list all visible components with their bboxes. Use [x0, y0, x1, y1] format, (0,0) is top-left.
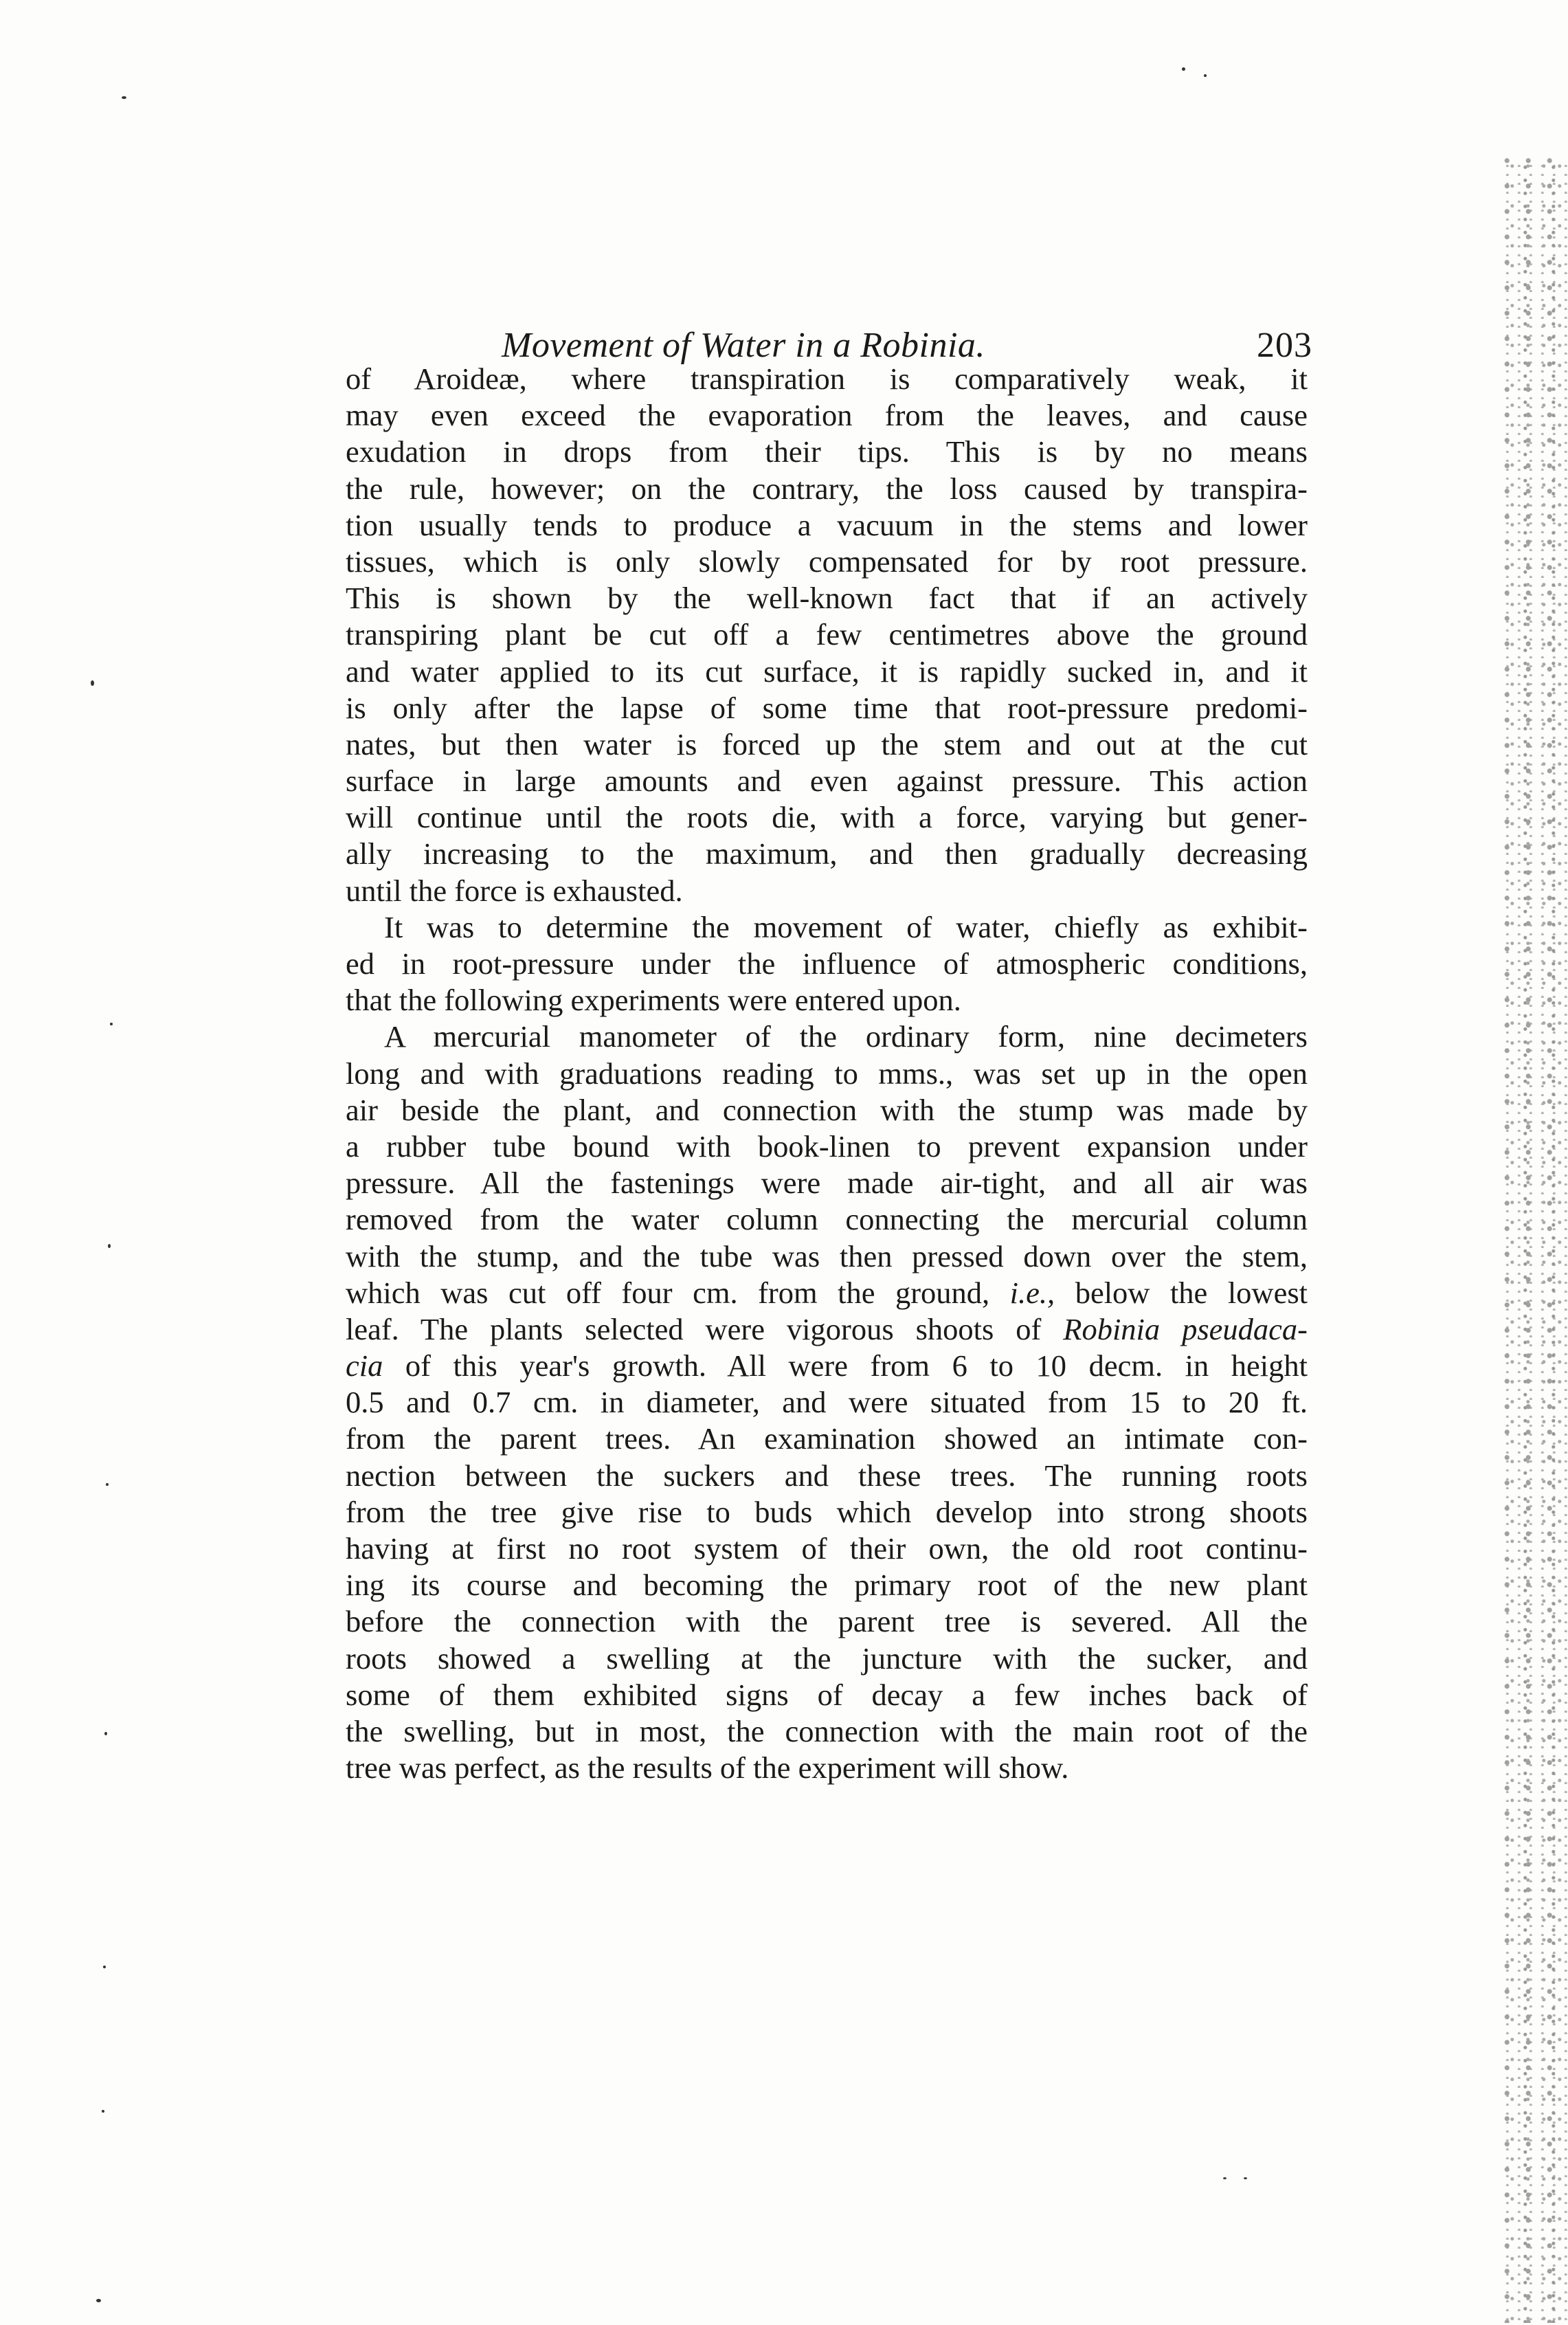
text-line	[346, 1348, 1308, 1384]
text-line: with the stump, and the tube was then pressed down over the stem,	[346, 1238, 1308, 1273]
scan-speck	[108, 1244, 111, 1248]
text-line: until the force is exhausted.	[346, 873, 683, 908]
text-line: ing its course and becoming the primary root of the new plant	[346, 1568, 1308, 1603]
text-line: and water applied to its cut surface, it is rapidly sucked in, and it	[346, 654, 1308, 689]
species-name: Robinia pseudaca-	[1063, 1311, 1308, 1346]
scan-speck	[104, 1732, 107, 1735]
scan-edge-noise	[1503, 158, 1568, 2323]
scan-speck	[1223, 2177, 1227, 2179]
scan-speck	[1204, 74, 1207, 77]
text-line: that the following experiments were entered upon.	[346, 983, 961, 1018]
running-title: Movement of Water in a Robinia.	[502, 326, 985, 365]
text-segment: below the lowest	[1075, 1275, 1308, 1310]
text-line: is only after the lapse of some time that root-pressure predomi-	[346, 690, 1308, 725]
text-line: tissues, which is only slowly compensated for by root pressure.	[346, 544, 1308, 579]
text-line: removed from the water column connecting the mercurial column	[346, 1202, 1308, 1237]
text-line: having at first no root system of their own, the old root continu-	[346, 1531, 1308, 1566]
text-line: before the connection with the parent tree is severed. All the	[346, 1604, 1308, 1639]
text-line: pressure. All the fastenings were made air-tight, and all air was	[346, 1166, 1308, 1201]
text-line: exudation in drops from their tips. This is by no means	[346, 434, 1308, 469]
scan-speck	[106, 1483, 109, 1486]
scan-speck	[103, 1966, 106, 1968]
text-line: the swelling, but in most, the connection with the main root of the	[346, 1713, 1308, 1748]
text-line: may even exceed the evaporation from the leaves, and cause	[346, 398, 1308, 433]
text-line: will continue until the roots die, with a force, varying but gener-	[346, 800, 1308, 835]
text-line: long and with graduations reading to mms., was set up in the open	[346, 1056, 1308, 1091]
text-line: air beside the plant, and connection with the stump was made by	[346, 1092, 1308, 1127]
scan-speck	[1244, 2177, 1247, 2179]
text-line: ally increasing to the maximum, and then gradually decreasing	[346, 836, 1308, 871]
text-line: ed in root-pressure under the influence of atmospheric conditions,	[346, 946, 1308, 981]
text-segment: which was cut off four cm. from the ground,	[346, 1275, 990, 1310]
scan-speck	[1182, 67, 1185, 71]
scan-speck	[102, 2110, 104, 2113]
text-line	[346, 1311, 1308, 1348]
text-segment: leaf. The plants selected were vigorous shoots of	[346, 1311, 1042, 1346]
text-line: surface in large amounts and even against pressure. This action	[346, 764, 1308, 799]
paragraph-first-line: It was to determine the movement of water, chiefly as exhibit-	[384, 909, 1308, 944]
text-line: some of them exhibited signs of decay a few inches back of	[346, 1677, 1308, 1712]
text-line: a rubber tube bound with book-linen to prevent expansion under	[346, 1128, 1308, 1164]
text-line: transpiring plant be cut off a few centimetres above the ground	[346, 617, 1308, 652]
scan-speck	[91, 680, 94, 686]
scan-speck	[122, 96, 126, 99]
body-text	[346, 361, 1308, 1786]
text-line: of Aroideæ, where transpiration is comparatively weak, it	[346, 361, 1308, 396]
scan-speck	[96, 2299, 101, 2302]
paragraph-first-line: A mercurial manometer of the ordinary form, nine decimeters	[384, 1019, 1308, 1054]
text-line: tion usually tends to produce a vacuum in the stems and lower	[346, 507, 1308, 542]
page-number: 203	[1257, 326, 1312, 365]
italic-abbreviation: i.e.,	[1009, 1275, 1055, 1310]
text-line: 0.5 and 0.7 cm. in diameter, and were situated from 15 to 20 ft.	[346, 1385, 1308, 1420]
text-line: nection between the suckers and these trees. The running roots	[346, 1458, 1308, 1493]
text-line: from the parent trees. An examination showed an intimate con-	[346, 1421, 1308, 1456]
species-name-continued: cia	[346, 1348, 383, 1383]
text-line: the rule, however; on the contrary, the loss caused by transpira-	[346, 471, 1308, 506]
text-line: from the tree give rise to buds which develop into strong shoots	[346, 1494, 1308, 1529]
scan-speck	[110, 1023, 113, 1025]
text-line: tree was perfect, as the results of the experiment will show.	[346, 1750, 1069, 1786]
text-line: This is shown by the well-known fact that if an actively	[346, 581, 1308, 616]
text-line: nates, but then water is forced up the stem and out at the cut	[346, 726, 1308, 761]
text-line: roots showed a swelling at the juncture with the sucker, and	[346, 1640, 1308, 1676]
text-line	[346, 1275, 1308, 1311]
text-segment: of this year's growth. All were from 6 to 10 decm. in height	[405, 1348, 1308, 1383]
